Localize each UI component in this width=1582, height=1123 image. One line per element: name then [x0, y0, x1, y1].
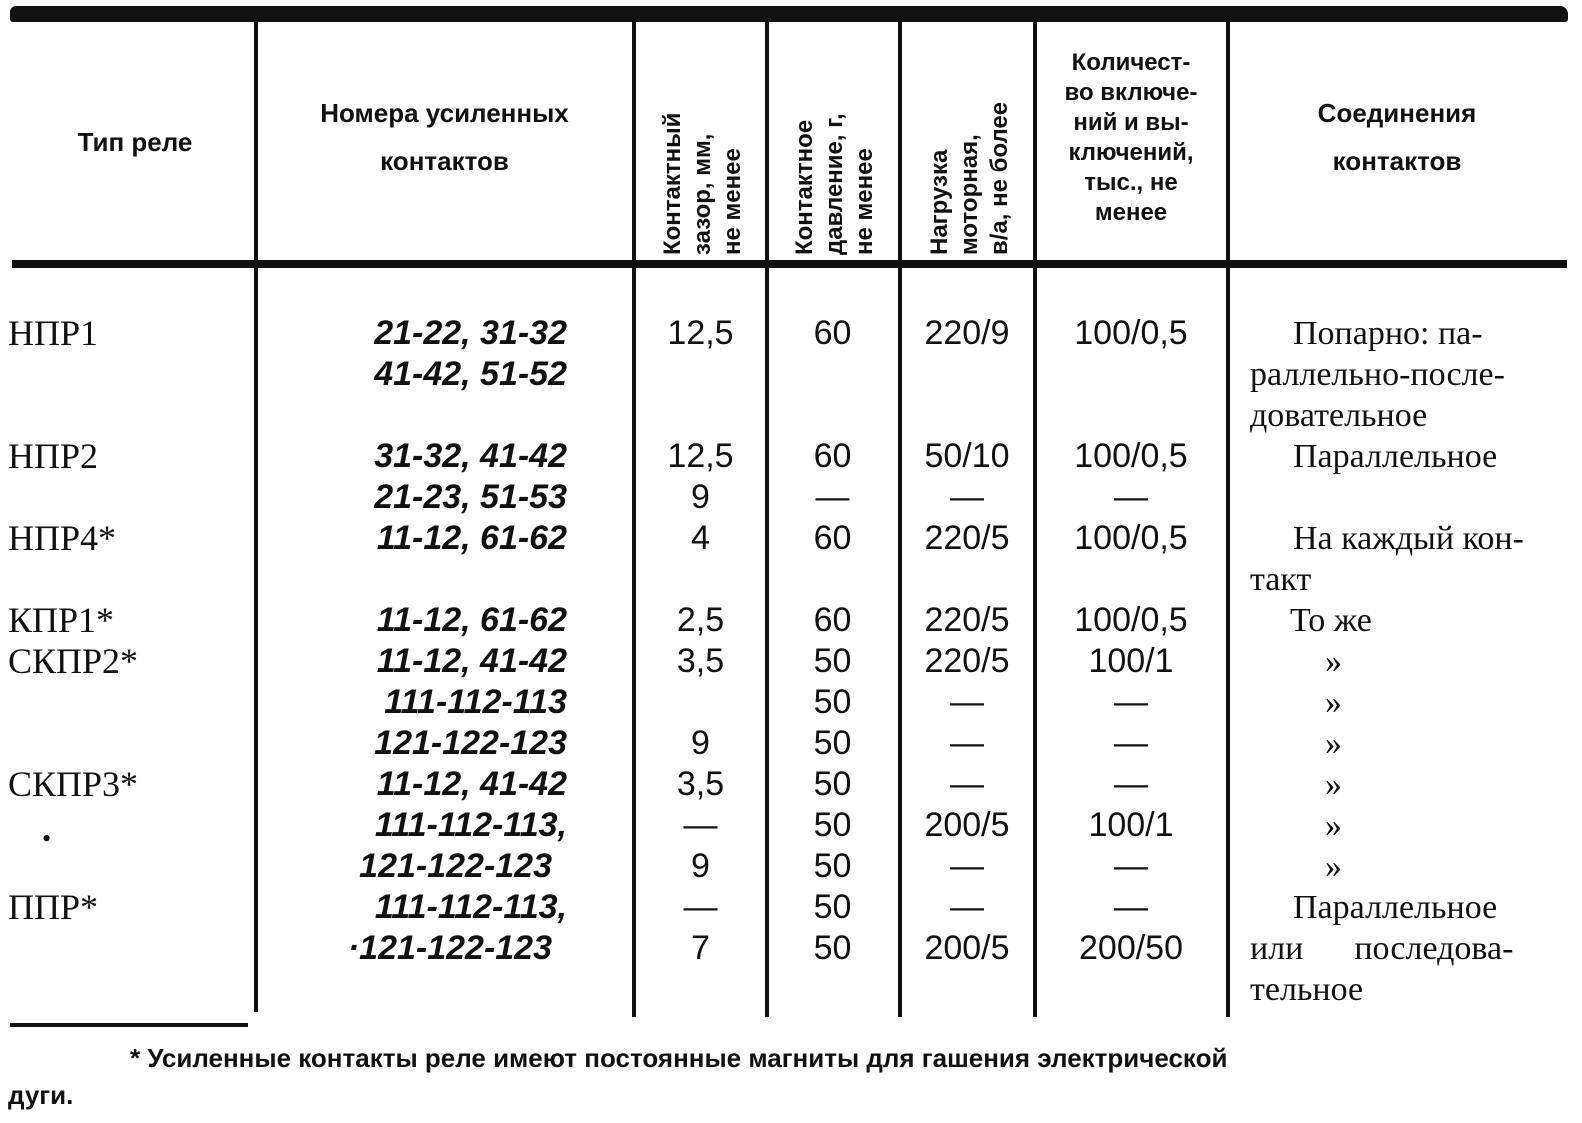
switching-count: 100/0,5 — [1074, 314, 1188, 352]
contact-numbers: 31-32, 41-42 — [374, 437, 567, 475]
contact-gap: — — [683, 806, 718, 844]
header-count-line: тыс., не — [1084, 169, 1178, 196]
switching-count: — — [1114, 765, 1148, 803]
contact-pressure: 60 — [813, 519, 852, 557]
contact-numbers: 121-122-123 — [374, 724, 567, 762]
header-count-line: ключений, — [1068, 139, 1194, 166]
relay-type: ППР* — [8, 887, 99, 927]
ditto-mark: » — [1325, 643, 1342, 680]
column-divider — [898, 22, 902, 1017]
contact-gap: 9 — [691, 847, 710, 885]
switching-count: 100/0,5 — [1074, 437, 1188, 475]
column-divider — [1033, 22, 1037, 1017]
header-connections-line: Соединения — [1317, 98, 1477, 128]
contact-gap: 12,5 — [667, 437, 734, 475]
contact-numbers: 21-22, 31-32 — [374, 314, 567, 352]
relay-type: НПР1 — [8, 313, 99, 353]
relay-type: СКПР2* — [8, 641, 139, 681]
motor-load: 220/5 — [924, 601, 1010, 639]
contact-pressure: 60 — [813, 601, 852, 639]
contact-gap: 3,5 — [676, 765, 725, 803]
contact-pressure: — — [815, 478, 850, 516]
contact-numbers: 121-122-123 — [359, 847, 552, 885]
contact-numbers: 21-23, 51-53 — [374, 478, 567, 516]
motor-load: — — [950, 847, 984, 885]
motor-load: 50/10 — [924, 437, 1010, 475]
motor-load: — — [950, 478, 984, 516]
switching-count: 200/50 — [1079, 929, 1183, 967]
switching-count: — — [1114, 683, 1148, 721]
contact-pressure: 50 — [813, 765, 852, 803]
contact-gap: 4 — [691, 519, 710, 557]
switching-count: — — [1114, 888, 1148, 926]
contact-pressure: 60 — [813, 437, 852, 475]
header-load-line: Нагрузка — [926, 149, 953, 255]
column-divider — [1226, 22, 1230, 1017]
header-count-line: во включе- — [1064, 79, 1198, 106]
switching-count: 100/1 — [1088, 806, 1174, 844]
connection-type: Параллельное — [1293, 889, 1498, 926]
header-bottom-rule — [12, 260, 1567, 268]
connection-type: Попарно: па- — [1293, 315, 1483, 352]
contact-gap: 9 — [691, 478, 710, 516]
switching-count: 100/0,5 — [1074, 601, 1188, 639]
motor-load: — — [950, 888, 984, 926]
contact-numbers: 111-112-113 — [384, 683, 567, 721]
connection-type: такт — [1250, 561, 1312, 598]
header-count-line: ний и вы- — [1073, 109, 1189, 136]
header-pressure-line: давление, г, — [821, 113, 848, 255]
contact-gap: 3,5 — [676, 642, 725, 680]
relay-type-marker: • — [42, 824, 52, 853]
connection-type: То же — [1290, 602, 1372, 639]
contact-pressure: 50 — [813, 888, 852, 926]
connection-type: довательное — [1250, 397, 1428, 434]
header-contacts — [262, 96, 627, 178]
header-load-line: в/а, не более — [986, 101, 1013, 255]
connection-type: раллельно-после- — [1250, 356, 1505, 393]
contact-numbers: 11-12, 61-62 — [376, 519, 567, 557]
header-count-line: Количест- — [1071, 49, 1191, 76]
contact-pressure: 50 — [813, 806, 852, 844]
contact-gap: 7 — [691, 929, 710, 967]
switching-count: — — [1114, 847, 1148, 885]
header-count-line: менее — [1094, 199, 1168, 226]
connection-type: На каждый кон- — [1293, 520, 1524, 557]
switching-count: — — [1114, 724, 1148, 762]
header-pressure-line: Контактное — [791, 119, 818, 255]
motor-load: 200/5 — [924, 806, 1010, 844]
contact-gap: — — [683, 888, 718, 926]
relay-type: НПР4* — [8, 518, 117, 558]
ditto-mark: » — [1325, 725, 1342, 762]
column-divider — [632, 22, 636, 1017]
relay-type: КПР1* — [8, 600, 115, 640]
contact-gap: 12,5 — [667, 314, 734, 352]
motor-load: — — [950, 724, 984, 762]
header-contacts-line: Номера усиленных — [320, 98, 569, 128]
header-load-line: моторная, — [956, 134, 983, 255]
contact-numbers: 11-12, 41-42 — [376, 642, 567, 680]
column-divider — [765, 22, 769, 1017]
contact-gap: 2,5 — [676, 601, 725, 639]
header-gap-line: не менее — [719, 148, 746, 255]
motor-load: 220/5 — [924, 642, 1010, 680]
contact-numbers: 111-112-113, — [374, 806, 567, 844]
contact-numbers: 111-112-113, — [374, 888, 567, 926]
contact-pressure: 50 — [813, 929, 852, 967]
ditto-mark: » — [1325, 684, 1342, 721]
contact-gap: 9 — [691, 724, 710, 762]
footnote-line: * Усиленные контакты реле имеют постоянные магниты для гашения электрической — [130, 1043, 1228, 1073]
footnote-line: дуги. — [8, 1080, 74, 1110]
contact-numbers: ·121-122-123 — [347, 929, 552, 967]
contact-numbers: 11-12, 41-42 — [376, 765, 567, 803]
connection-type: Параллельное — [1293, 438, 1498, 475]
header-connections — [1232, 96, 1562, 178]
table-top-rule — [10, 6, 1568, 22]
contact-numbers: 11-12, 61-62 — [376, 601, 567, 639]
header-pressure-line: не менее — [851, 148, 878, 255]
header-type: Тип реле — [77, 127, 193, 157]
footnote-rule — [10, 1023, 248, 1027]
motor-load: 220/9 — [924, 314, 1010, 352]
header-contacts-line: контактов — [380, 146, 509, 176]
motor-load: 200/5 — [924, 929, 1010, 967]
contact-numbers: 41-42, 51-52 — [374, 355, 567, 393]
connection-type: тельное — [1250, 971, 1364, 1008]
connection-type: или последова- — [1250, 930, 1514, 967]
header-connections-line: контактов — [1332, 146, 1462, 176]
header-count — [1038, 48, 1224, 228]
ditto-mark: » — [1325, 807, 1342, 844]
contact-pressure: 50 — [813, 847, 852, 885]
switching-count: — — [1114, 478, 1148, 516]
relay-type: НПР2 — [8, 436, 99, 476]
motor-load: — — [950, 683, 984, 721]
contact-pressure: 60 — [813, 314, 852, 352]
ditto-mark: » — [1325, 766, 1342, 803]
header-gap-line: зазор, мм, — [689, 133, 716, 255]
switching-count: 100/1 — [1088, 642, 1174, 680]
motor-load: 220/5 — [924, 519, 1010, 557]
contact-pressure: 50 — [813, 683, 852, 721]
switching-count: 100/0,5 — [1074, 519, 1188, 557]
column-divider — [254, 22, 258, 1012]
contact-pressure: 50 — [813, 724, 852, 762]
header-gap-line: Контактный — [659, 112, 686, 255]
relay-type: СКПР3* — [8, 764, 139, 804]
contact-pressure: 50 — [813, 642, 852, 680]
ditto-mark: » — [1325, 848, 1342, 885]
motor-load: — — [950, 765, 984, 803]
